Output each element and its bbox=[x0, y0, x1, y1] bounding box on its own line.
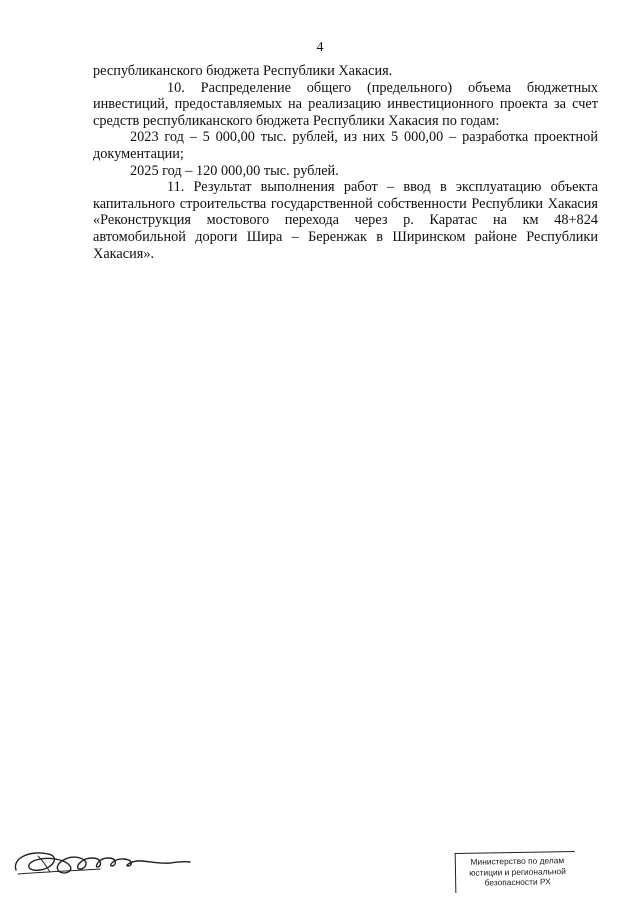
paragraph-year-2025: 2025 год – 120 000,00 тыс. рублей. bbox=[130, 162, 339, 179]
item-10-text: Распределение общего (предельного) объема бюджетных инвестиций, предоставляемых на реализацию инвестиционного проекта за счет средств республиканского бюджета Республики Хакасия по годам: bbox=[93, 79, 599, 129]
document-body bbox=[93, 63, 598, 262]
paragraph-year-2023: 2023 год – 5 000,00 тыс. рублей, из них 5 000,00 – разработка проектной документации; bbox=[93, 129, 598, 162]
paragraph-continuation: республиканского бюджета Республики Хакасия. bbox=[93, 63, 393, 79]
signature bbox=[10, 836, 195, 886]
item-11-text: Результат выполнения работ – ввод в эксплуатацию объекта капитального строительства государственной собственности Республики Хакасия «Реконструкция мостового перехода через р. Каратас на км 48+824 автомобильной дороги Шира – Беренжак в Ширинском районе Республики Хакасия». bbox=[93, 179, 598, 262]
page-number: 4 bbox=[316, 40, 324, 55]
stamp-line-1: Министерство по делам bbox=[470, 855, 565, 867]
item-number-11: 11. bbox=[167, 179, 185, 196]
ministry-stamp bbox=[455, 851, 576, 893]
item-number-10: 10. bbox=[167, 79, 185, 96]
stamp-line-2: юстиции и региональной bbox=[469, 865, 566, 878]
stamp-line-3: безопасности РХ bbox=[484, 876, 551, 888]
paragraph-item-11 bbox=[93, 179, 598, 262]
paragraph-item-10 bbox=[93, 80, 598, 130]
